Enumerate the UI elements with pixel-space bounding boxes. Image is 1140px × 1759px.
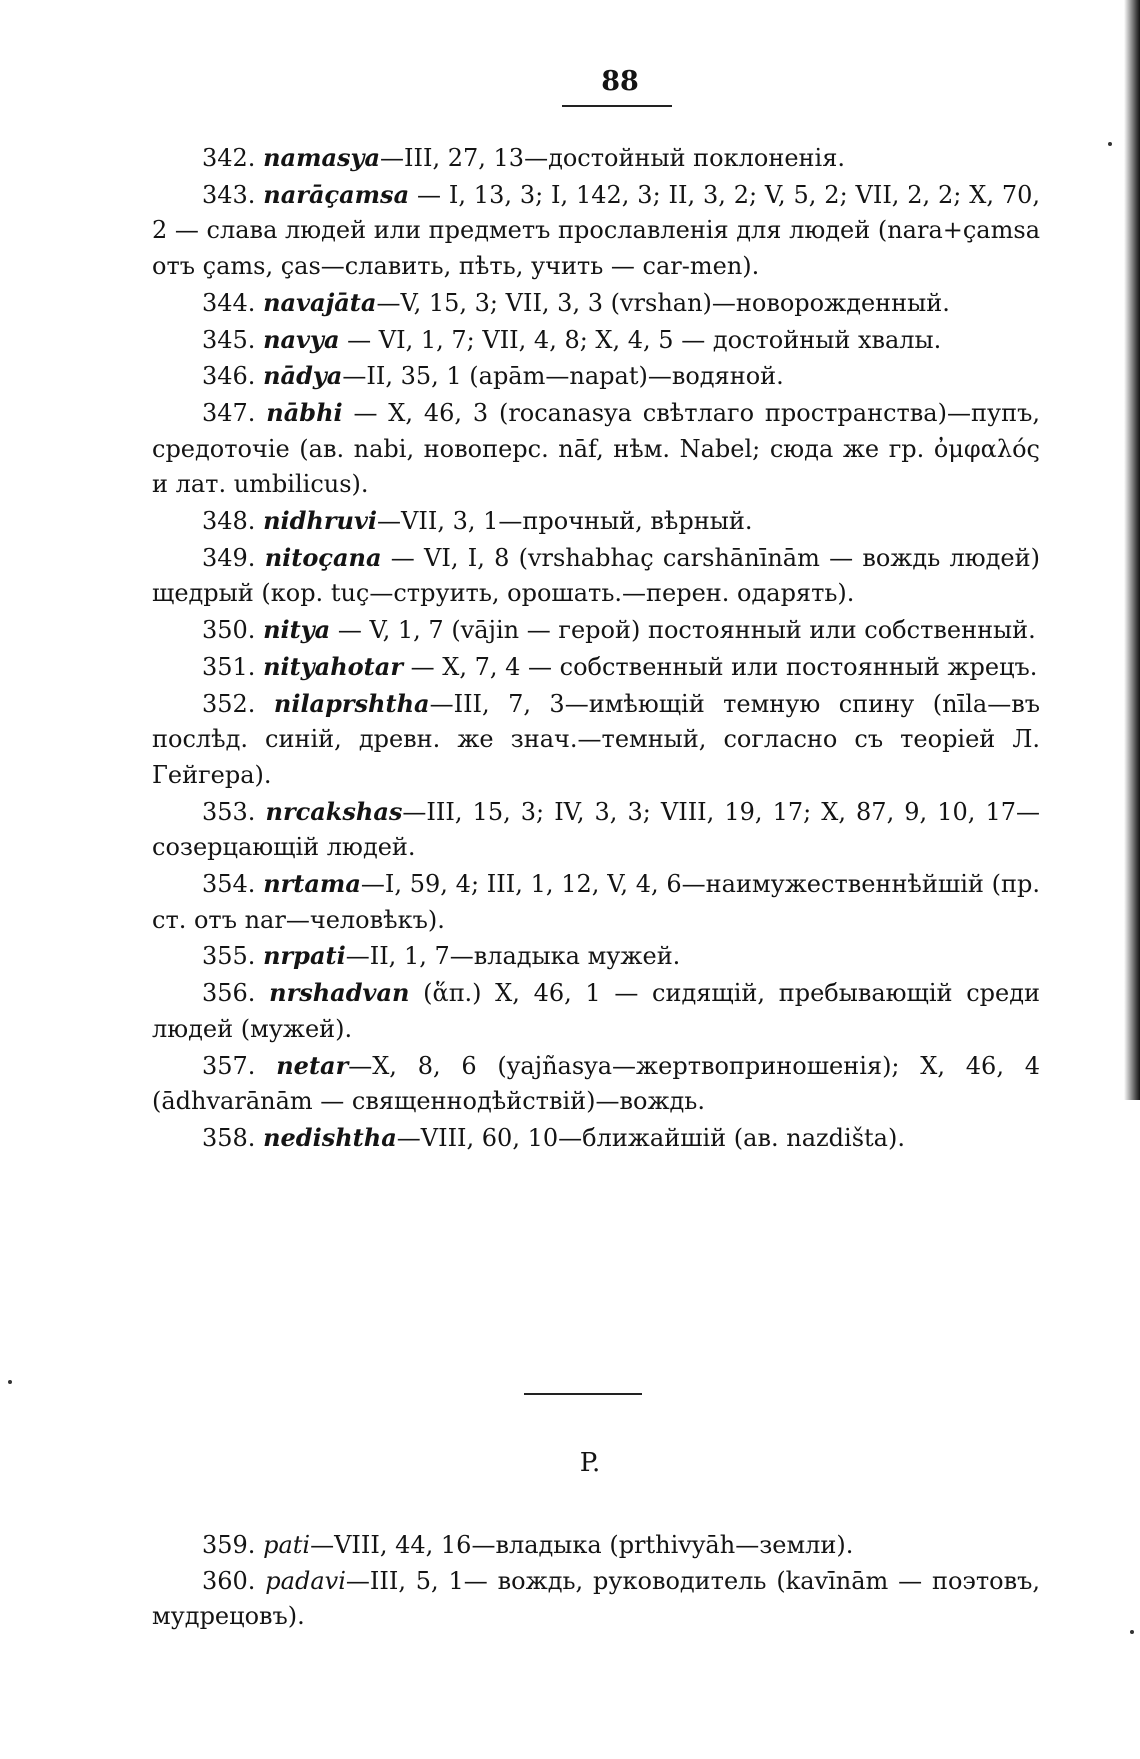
print-speck [1130, 1630, 1134, 1634]
entry-351: 351. nityahotar — X, 7, 4 — собственный или постоянный жрецъ. [202, 651, 1038, 681]
entry-354: 354. nrtama—I, 59, 4; III, 1, 12, V, 4, 6—наимужественнѣйшій (пр. ст. отъ nar—человѣкъ). [152, 869, 1040, 934]
entry-347: 347. nābhi — X, 46, 3 (rocanasya свѣтлаго пространства)—пупъ, средоточіе (ав. nabi, новоперс. nāf, нѣм. Nabel; сюда же гр. ὀμφαλός и лат. umbilicus). [152, 397, 1040, 499]
entry-344: 344. navajāta—V, 15, 3; VII, 3, 3 (vrshan)—новорожденный. [202, 287, 950, 317]
entry-360: 360. padavi—III, 5, 1— вождь, руководитель (kavīnām — поэтовъ, мудрецовъ). [152, 1566, 1041, 1631]
entry-359: 359. pati—VIII, 44, 16—владыка (prthivyāh—земли). [202, 1531, 854, 1559]
print-speck [1108, 142, 1112, 146]
entry-346: 346. nādya—II, 35, 1 (apām—napat)—водяной. [202, 361, 784, 391]
entry-352: 352. nilaprshtha—III, 7, 3—имѣющій темную спину (nīla—въ послѣд. синій, древн. же знач.—темный, согласно съ теоріей Л. Гейгера). [152, 688, 1040, 789]
entry-358: 358. nedishtha—VIII, 60, 10—ближайшій (ав. nazdišta). [202, 1122, 905, 1152]
print-speck [8, 1380, 12, 1384]
entry-343: 343. narāçamsa — I, 13, 3; I, 142, 3; II, 3, 2; V, 5, 2; VII, 2, 2; X, 70, 2 — слава людей или предметъ прославленія для людей (nara+çamsa отъ çams, ças—славить, пѣть, учить — car-men). [152, 179, 1040, 281]
glossary-entries-p [152, 1528, 1040, 1635]
entry-348: 348. nidhruvi—VII, 3, 1—прочный, вѣрный. [202, 506, 753, 536]
entry-345: 345. navya — VI, 1, 7; VII, 4, 8; X, 4, 5 — достойный хвалы. [202, 324, 942, 354]
entry-356: 356. nrshadvan (ἅπ.) X, 46, 1 — сидящій, пребывающій среди людей (мужей). [152, 978, 1040, 1043]
glossary-entries [152, 140, 1040, 1157]
entry-350: 350. nitya — V, 1, 7 (vājin — герой) постоянный или собственный. [202, 615, 1036, 645]
page-number: 88 [601, 66, 639, 97]
entry-357: 357. netar—X, 8, 6 (yajñasya—жертвоприношенія); X, 46, 4 (ādhvarānām — священнодѣйствій)—вождь. [152, 1050, 1040, 1116]
section-divider [524, 1393, 642, 1395]
page-edge-shadow [1124, 0, 1140, 1100]
entry-355: 355. nrpati—II, 1, 7—владыка мужей. [202, 941, 681, 971]
entry-353: 353. nrcakshas—III, 15, 3; IV, 3, 3; VIII, 19, 17; X, 87, 9, 10, 17—созерцающій людей. [152, 796, 1040, 862]
entry-349: 349. nitoçana — VI, I, 8 (vrshabhaç carshānīnām — вождь людей) щедрый (кор. tuç—струить, орошать.—перен. одарять). [152, 542, 1040, 608]
section-letter: P. [579, 1448, 601, 1478]
header-rule [562, 105, 672, 107]
entry-342: 342. namasya—III, 27, 13—достойный поклоненія. [202, 143, 845, 172]
